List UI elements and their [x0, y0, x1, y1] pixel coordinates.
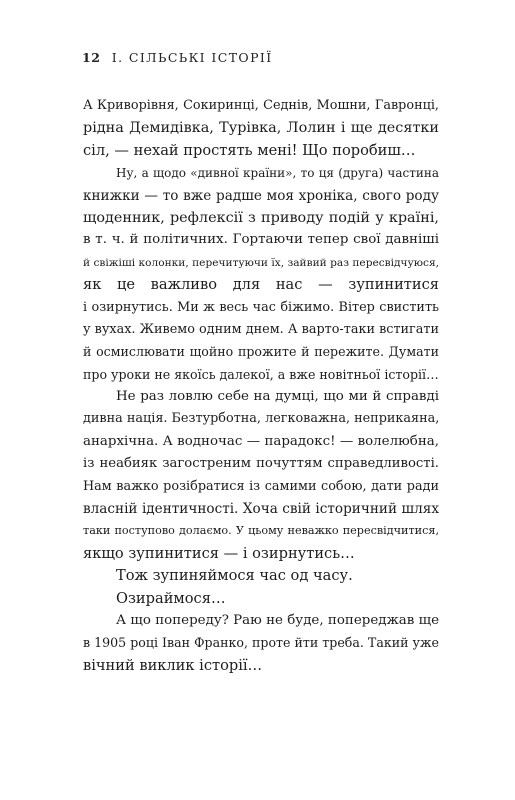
text-line: як це важливо для нас — зупинитися — [83, 276, 439, 294]
text-line: в т. ч. й політичних. Гортаючи тепер свої давніші — [83, 232, 439, 248]
text-line: Озираймося… — [116, 589, 226, 607]
text-line: про уроки не якоїсь далекої, а вже новітньої історії… — [83, 366, 439, 382]
text-line: власній ідентичності. Хоча свій історичний шлях — [83, 501, 439, 518]
page-number: 12 — [82, 50, 101, 65]
text-line: в 1905 році Іван Франко, проте йти треба. Такий уже — [83, 635, 439, 651]
section-title: І. СІЛЬСЬКІ ІСТОРІЇ — [111, 50, 273, 65]
text-line: якщо зупинитися — і озирнутись… — [83, 544, 355, 562]
text-line: Нам важко розібратися із самими собою, дати ради — [83, 478, 439, 494]
text-line: Не раз ловлю себе на думці, що ми й справді — [116, 389, 439, 405]
text-line: вічний виклик історії… — [83, 656, 263, 674]
text-line: таки поступово долаємо. У цьому неважко пересвідчитися, — [83, 524, 439, 538]
text-line: дивна нація. Безтурботна, легковажна, неприкаяна, — [83, 411, 440, 427]
text-line: й осмислювати щойно прожите й пережите. Думати — [83, 344, 439, 360]
text-line: Ну, а щодо «дивної країни», то ця (друга) частина — [116, 166, 439, 181]
text-line: і озирнутись. Ми ж весь час біжимо. Вітер свистить — [83, 299, 439, 315]
text-line: А Криворівня, Сокиринці, Седнів, Мошни, Гавронці, — [83, 98, 439, 113]
text-line: із неабияк загостреним почуттям справедливості. — [83, 456, 439, 472]
text-line: щоденник, рефлексії з приводу подій у країні, — [83, 209, 439, 226]
text-line: А що попереду? Раю не буде, попереджав ще — [116, 612, 439, 628]
body-text — [83, 95, 439, 677]
text-line: рідна Демидівка, Турівка, Лолин і ще десятки — [83, 120, 439, 137]
text-line: книжки — то вже радше моя хроніка, свого роду — [83, 187, 439, 204]
text-line: сіл, — нехай простять мені! Що поробиш… — [83, 141, 416, 159]
text-line: у вухах. Живемо одним днем. А варто-таки встигати — [83, 321, 439, 337]
text-line: Тож зупиняймося час од часу. — [116, 567, 353, 585]
running-head — [82, 50, 273, 65]
text-line: анархічна. А водночас — парадокс! — волелюбна, — [83, 433, 439, 449]
text-line: й свіжіші колонки, перечитуючи їх, зайвий раз пересвідчуюся, — [83, 256, 439, 269]
